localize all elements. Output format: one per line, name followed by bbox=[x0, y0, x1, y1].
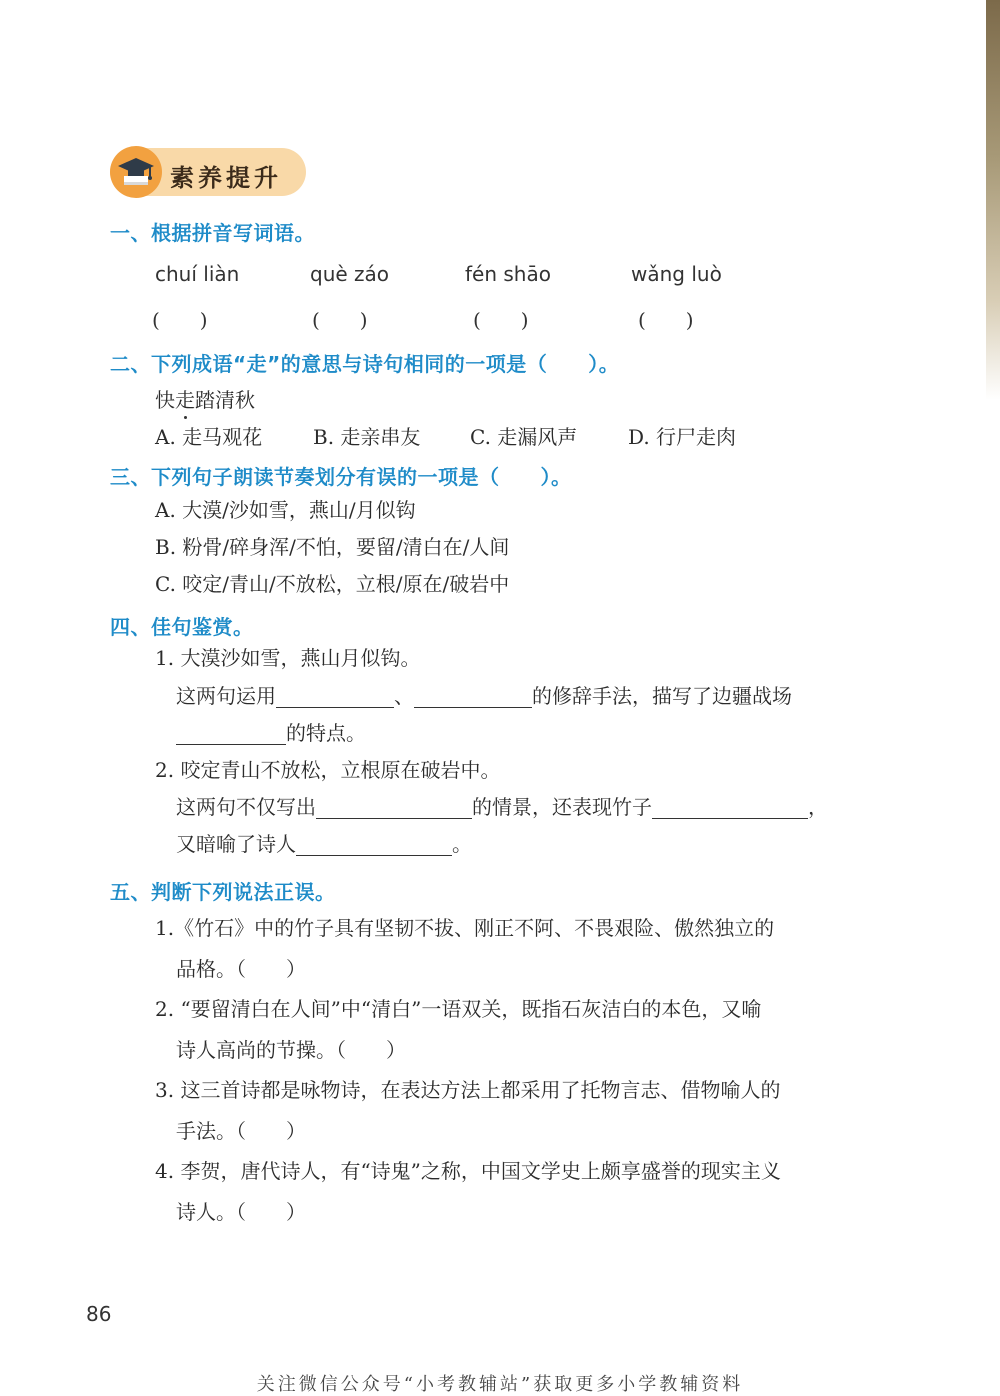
q4-2-text: 2. 咬定青山不放松，立根原在破岩中。 bbox=[155, 758, 501, 782]
page-edge-decoration bbox=[986, 0, 1000, 400]
judge-item-3-line1: 3. 这三首诗都是咏物诗，在表达方法上都采用了托物言志、借物喻人的 bbox=[155, 1078, 781, 1102]
fill-blank[interactable] bbox=[296, 835, 452, 856]
graduation-cap-icon bbox=[110, 146, 162, 198]
rhythm-option-a: A. 大漠/沙如雪，燕山/月似钩 bbox=[155, 498, 416, 522]
banner-title: 素养提升 bbox=[170, 164, 282, 192]
fill-blank[interactable] bbox=[652, 798, 808, 819]
section-1-heading: 一、根据拼音写词语。 bbox=[110, 221, 315, 245]
section-3-heading: 三、下列句子朗读节奏划分有误的一项是（ ）。 bbox=[110, 465, 572, 489]
answer-paren-4[interactable]: ( ) bbox=[638, 308, 694, 332]
section-5-heading: 五、判断下列说法正误。 bbox=[110, 880, 336, 904]
fill-blank[interactable] bbox=[276, 687, 394, 708]
judge-item-4-line2[interactable]: 诗人。（ ） bbox=[176, 1200, 306, 1224]
rhythm-option-c: C. 咬定/青山/不放松，立根/原在/破岩中 bbox=[155, 572, 510, 596]
fill-blank[interactable] bbox=[414, 687, 532, 708]
footer-note: 关注微信公众号“小考教辅站”获取更多小学教辅资料 bbox=[256, 1374, 744, 1395]
pinyin-2: què záo bbox=[310, 262, 390, 286]
option-c: C. 走漏风声 bbox=[470, 425, 578, 449]
section-4-heading: 四、佳句鉴赏。 bbox=[110, 615, 254, 639]
pinyin-1: chuí liàn bbox=[155, 262, 240, 286]
fill-blank[interactable] bbox=[176, 724, 286, 745]
judge-item-4-line1: 4. 李贺，唐代诗人，有“诗鬼”之称，中国文学史上颇享盛誉的现实主义 bbox=[155, 1159, 781, 1183]
answer-paren-3[interactable]: ( ) bbox=[473, 308, 529, 332]
emphasis-char: 走 bbox=[175, 388, 195, 412]
q4-1-line2: 的特点。 bbox=[176, 721, 366, 745]
q4-1-line1: 这两句运用 、 的修辞手法，描写了边疆战场 bbox=[176, 684, 792, 708]
rhythm-option-b: B. 粉骨/碎身浑/不怕，要留/清白在/人间 bbox=[155, 535, 510, 559]
judge-item-2-line2[interactable]: 诗人高尚的节操。（ ） bbox=[176, 1038, 406, 1062]
judge-item-1-line1: 1.《竹石》中的竹子具有坚韧不拔、刚正不阿、不畏艰险、傲然独立的 bbox=[155, 916, 775, 940]
pinyin-4: wǎng luò bbox=[631, 262, 722, 286]
q4-2-line2: 又暗喻了诗人 。 bbox=[176, 832, 472, 856]
answer-paren-2[interactable]: ( ) bbox=[312, 308, 368, 332]
answer-paren-1[interactable]: ( ) bbox=[152, 308, 208, 332]
fill-blank[interactable] bbox=[316, 798, 472, 819]
poem-line: 快走踏清秋 bbox=[155, 388, 255, 412]
q4-2-line1: 这两句不仅写出 的情景，还表现竹子 ， bbox=[176, 795, 828, 819]
judge-item-2-line1: 2. “要留清白在人间”中“清白”一语双关，既指石灰洁白的本色，又喻 bbox=[155, 997, 762, 1021]
option-a: A. 走马观花 bbox=[155, 425, 263, 449]
page-number: 86 bbox=[86, 1302, 112, 1326]
section-2-heading: 二、下列成语“走”的意思与诗句相同的一项是（ ）。 bbox=[110, 352, 620, 376]
q4-1-text: 1. 大漠沙如雪，燕山月似钩。 bbox=[155, 646, 421, 670]
judge-item-3-line2[interactable]: 手法。（ ） bbox=[176, 1119, 306, 1143]
judge-item-1-line2[interactable]: 品格。（ ） bbox=[176, 957, 306, 981]
option-d: D. 行尸走肉 bbox=[628, 425, 737, 449]
option-b: B. 走亲串友 bbox=[313, 425, 421, 449]
pinyin-3: fén shāo bbox=[465, 262, 551, 286]
